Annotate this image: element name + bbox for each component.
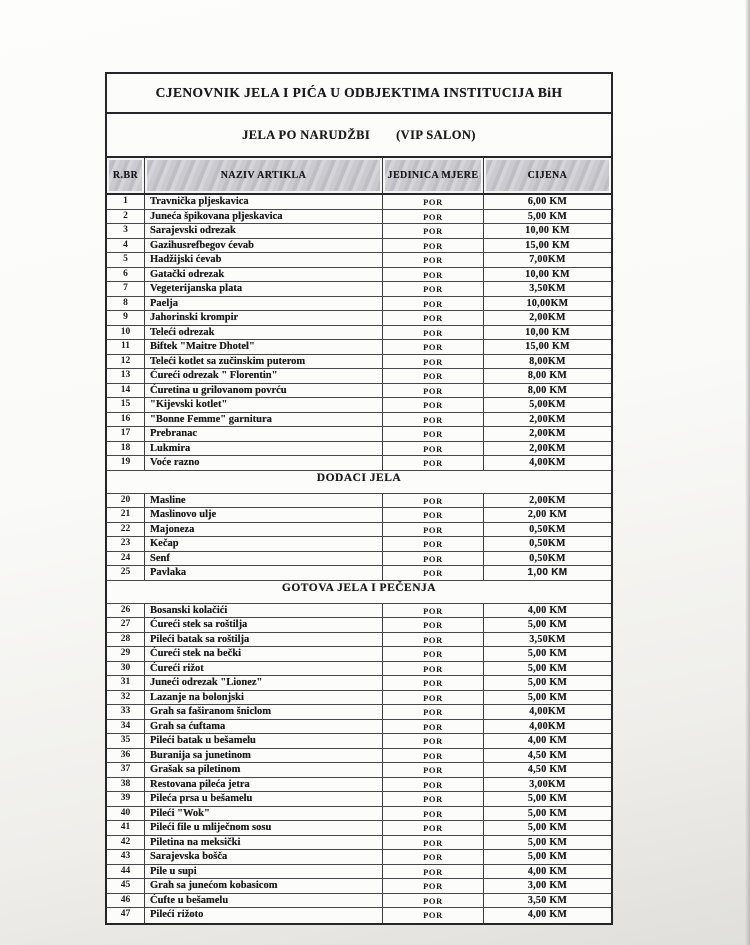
- section-header: DODACI JELA: [107, 471, 611, 494]
- unit-cell: POR: [383, 268, 484, 282]
- row-number: 41: [107, 821, 145, 835]
- item-name: Grah sa ćuftama: [145, 720, 383, 734]
- unit-cell: POR: [383, 879, 484, 893]
- item-name: Ćureći stek na bečki: [145, 647, 383, 661]
- unit-cell: POR: [383, 239, 484, 253]
- item-name: Paelja: [145, 297, 383, 311]
- subtitle-text: JELA PO NARUDŽBI: [242, 127, 371, 142]
- unit-cell: POR: [383, 734, 484, 748]
- row-number: 13: [107, 369, 145, 383]
- table-row: [107, 442, 611, 457]
- table-row: [107, 427, 611, 442]
- row-number: 5: [107, 253, 145, 267]
- unit-cell: POR: [383, 865, 484, 879]
- column-header-rbr: R.BR: [107, 158, 145, 193]
- table-row: [107, 282, 611, 297]
- table-row: [107, 340, 611, 355]
- item-name: Sarajevski odrezak: [145, 224, 383, 238]
- item-name: Pileći batak u bešamelu: [145, 734, 383, 748]
- item-name: Masline: [145, 494, 383, 508]
- price-cell: 4,50 KM: [527, 764, 568, 775]
- row-number: 39: [107, 792, 145, 806]
- item-name: Grah sa junećom kobasicom: [145, 879, 383, 893]
- price-cell: 10,00 KM: [525, 326, 570, 338]
- table-row: [107, 210, 611, 225]
- item-name: Teleći odrezak: [145, 326, 383, 340]
- row-number: 25: [107, 566, 145, 580]
- unit-cell: POR: [383, 633, 484, 647]
- table-row: [107, 195, 611, 210]
- unit-cell: POR: [383, 523, 484, 537]
- item-name: Bosanski kolačići: [145, 604, 383, 618]
- table-row: [107, 662, 611, 677]
- row-number: 1: [107, 195, 145, 209]
- row-number: 6: [107, 268, 145, 282]
- price-cell: 8,00 KM: [527, 370, 568, 381]
- item-name: Vegeterijanska plata: [145, 282, 383, 296]
- unit-cell: POR: [383, 821, 484, 835]
- price-cell: 8,00KM: [529, 355, 566, 367]
- price-cell: 5,00 KM: [527, 619, 568, 630]
- table-row: [107, 633, 611, 648]
- row-number: 32: [107, 691, 145, 705]
- row-number: 47: [107, 908, 145, 923]
- unit-cell: POR: [383, 676, 484, 690]
- table-row: [107, 604, 611, 619]
- item-name: Pileći "Wok": [145, 807, 383, 821]
- unit-cell: POR: [383, 647, 484, 661]
- unit-cell: POR: [383, 195, 484, 209]
- price-cell: 3,50KM: [529, 283, 566, 294]
- table-row: [107, 618, 611, 633]
- table-row: [107, 253, 611, 268]
- unit-cell: POR: [383, 537, 484, 551]
- unit-cell: POR: [383, 894, 484, 908]
- scan-edge-shadow: [745, 0, 750, 945]
- table-row: [107, 508, 611, 523]
- table-row: [107, 494, 611, 509]
- item-name: Lazanje na bolonjski: [145, 691, 383, 705]
- row-number: 26: [107, 604, 145, 618]
- row-number: 18: [107, 442, 145, 456]
- table-row: [107, 647, 611, 662]
- row-number: 44: [107, 865, 145, 879]
- price-cell: 2,00KM: [529, 442, 566, 454]
- unit-cell: POR: [383, 311, 484, 325]
- price-cell: 10,00 KM: [525, 225, 570, 236]
- row-number: 28: [107, 633, 145, 647]
- row-number: 43: [107, 850, 145, 864]
- row-number: 35: [107, 734, 145, 748]
- table-row: [107, 821, 611, 836]
- row-number: 24: [107, 552, 145, 566]
- unit-cell: POR: [383, 720, 484, 734]
- unit-cell: POR: [383, 691, 484, 705]
- price-cell: 2,00KM: [529, 428, 566, 439]
- price-cell: 8,00 KM: [527, 384, 568, 396]
- row-number: 40: [107, 807, 145, 821]
- item-name: Jahorinski krompir: [145, 311, 383, 325]
- table-header-row: [107, 158, 611, 195]
- table-row: [107, 865, 611, 880]
- price-cell: 5,00 KM: [527, 648, 568, 659]
- unit-cell: POR: [383, 456, 484, 470]
- item-name: Grašak sa piletinom: [145, 763, 383, 777]
- item-name: Piletina na meksički: [145, 836, 383, 850]
- price-cell: 15,00 KM: [525, 239, 570, 251]
- row-number: 42: [107, 836, 145, 850]
- column-header-jedinica: JEDINICA MJERE: [383, 158, 484, 193]
- table-row: [107, 224, 611, 239]
- row-number: 20: [107, 494, 145, 508]
- table-row: [107, 523, 611, 538]
- table-row: [107, 908, 611, 923]
- table-row: [107, 734, 611, 749]
- table-row: [107, 705, 611, 720]
- price-cell: 15,00 KM: [525, 341, 570, 352]
- unit-cell: POR: [383, 763, 484, 777]
- item-name: Biftek "Maitre Dhotel": [145, 340, 383, 354]
- row-number: 4: [107, 239, 145, 253]
- item-name: Teleći kotlet sa zučinskim puterom: [145, 355, 383, 369]
- price-cell: 4,00 KM: [527, 735, 568, 746]
- item-name: Juneća špikovana pljeskavica: [145, 210, 383, 224]
- row-number: 37: [107, 763, 145, 777]
- row-number: 22: [107, 523, 145, 537]
- item-name: Ćufte u bešamelu: [145, 894, 383, 908]
- price-cell: 4,00KM: [529, 720, 566, 732]
- row-number: 10: [107, 326, 145, 340]
- unit-cell: POR: [383, 807, 484, 821]
- row-number: 36: [107, 749, 145, 763]
- price-cell: 5,00 KM: [527, 851, 568, 862]
- unit-cell: POR: [383, 508, 484, 522]
- table-row: [107, 763, 611, 778]
- unit-cell: POR: [383, 398, 484, 412]
- row-number: 8: [107, 297, 145, 311]
- row-number: 29: [107, 647, 145, 661]
- table-row: [107, 566, 611, 581]
- price-cell: 5,00 KM: [527, 807, 568, 819]
- unit-cell: POR: [383, 850, 484, 864]
- table-row: [107, 326, 611, 341]
- price-cell: 2,00KM: [529, 413, 566, 425]
- item-name: Ćureći odrezak " Florentin": [145, 369, 383, 383]
- row-number: 33: [107, 705, 145, 719]
- item-name: Gatački odrezak: [145, 268, 383, 282]
- row-number: 16: [107, 413, 145, 427]
- row-number: 14: [107, 384, 145, 398]
- unit-cell: POR: [383, 792, 484, 806]
- price-cell: 5,00 KM: [527, 822, 568, 833]
- table-row: [107, 778, 611, 793]
- unit-cell: POR: [383, 253, 484, 267]
- item-name: Voće razno: [145, 456, 383, 470]
- row-number: 27: [107, 618, 145, 632]
- item-name: Maslinovo ulje: [145, 508, 383, 522]
- item-name: Pileći batak sa roštilja: [145, 633, 383, 647]
- unit-cell: POR: [383, 749, 484, 763]
- price-cell: 3,00 KM: [527, 880, 568, 891]
- item-name: Kečap: [145, 537, 383, 551]
- row-number: 12: [107, 355, 145, 369]
- unit-cell: POR: [383, 494, 484, 508]
- price-cell: 2,00KM: [529, 312, 566, 323]
- item-name: Buranija sa junetinom: [145, 749, 383, 763]
- unit-cell: POR: [383, 778, 484, 792]
- item-name: "Kijevski kotlet": [145, 398, 383, 412]
- item-name: Hadžijski ćevab: [145, 253, 383, 267]
- unit-cell: POR: [383, 618, 484, 632]
- price-cell: 4,00 KM: [527, 604, 568, 616]
- row-number: 45: [107, 879, 145, 893]
- price-cell: 3,50 KM: [527, 894, 568, 906]
- unit-cell: POR: [383, 908, 484, 923]
- row-number: 19: [107, 456, 145, 470]
- item-name: Ćuretina u grilovanom povrću: [145, 384, 383, 398]
- item-name: Majoneza: [145, 523, 383, 537]
- table-row: [107, 807, 611, 822]
- table-row: [107, 879, 611, 894]
- page-title-text: CJENOVNIK JELA I PIĆA U ODBJEKTIMA INSTITUCIJA BiH: [155, 85, 563, 100]
- table-row: [107, 537, 611, 552]
- row-number: 9: [107, 311, 145, 325]
- table-row: [107, 398, 611, 413]
- item-name: Pavlaka: [145, 566, 383, 580]
- price-table-body: [107, 195, 611, 923]
- price-cell: 4,00KM: [529, 706, 566, 717]
- unit-cell: POR: [383, 369, 484, 383]
- price-cell: 10,00 KM: [525, 268, 570, 280]
- item-name: Ćureći rižot: [145, 662, 383, 676]
- row-number: 7: [107, 282, 145, 296]
- price-cell: 1,00 KM: [527, 567, 568, 578]
- row-number: 46: [107, 894, 145, 908]
- table-row: [107, 552, 611, 567]
- item-name: Ćureći stek sa roštilja: [145, 618, 383, 632]
- item-name: Restovana pileća jetra: [145, 778, 383, 792]
- table-row: [107, 413, 611, 428]
- item-name: Pileći rižoto: [145, 908, 383, 923]
- unit-cell: POR: [383, 427, 484, 441]
- section-header: GOTOVA JELA I PEČENJA: [107, 581, 611, 604]
- unit-cell: POR: [383, 282, 484, 296]
- table-row: [107, 297, 611, 312]
- unit-cell: POR: [383, 604, 484, 618]
- price-cell: 5,00 KM: [527, 691, 568, 703]
- table-row: [107, 792, 611, 807]
- price-cell: 3,00KM: [529, 778, 566, 790]
- unit-cell: POR: [383, 413, 484, 427]
- price-cell: 2,00 KM: [527, 509, 568, 520]
- row-number: 17: [107, 427, 145, 441]
- column-header-cijena: CIJENA: [484, 158, 611, 193]
- table-row: [107, 268, 611, 283]
- price-cell: 4,00KM: [529, 457, 566, 468]
- unit-cell: POR: [383, 662, 484, 676]
- table-row: [107, 691, 611, 706]
- table-row: [107, 850, 611, 865]
- price-cell: 5,00KM: [529, 399, 566, 410]
- unit-cell: POR: [383, 224, 484, 238]
- item-name: Senf: [145, 552, 383, 566]
- row-number: 15: [107, 398, 145, 412]
- price-cell: 5,00 KM: [527, 677, 568, 688]
- table-row: [107, 384, 611, 399]
- table-row: [107, 836, 611, 851]
- unit-cell: POR: [383, 297, 484, 311]
- price-cell: 0,50KM: [529, 538, 566, 549]
- price-cell: 4,00 KM: [527, 909, 568, 920]
- unit-cell: POR: [383, 836, 484, 850]
- price-cell: 5,00 KM: [527, 836, 568, 848]
- price-cell: 5,00 KM: [527, 210, 568, 222]
- unit-cell: POR: [383, 442, 484, 456]
- item-name: "Bonne Femme" garnitura: [145, 413, 383, 427]
- price-table: [105, 72, 613, 925]
- price-cell: 4,50 KM: [527, 749, 568, 761]
- item-name: Sarajevska bošča: [145, 850, 383, 864]
- table-row: [107, 720, 611, 735]
- subtitle-note: (VIP SALON): [396, 127, 476, 142]
- item-name: Grah sa faširanom šniclom: [145, 705, 383, 719]
- item-name: Pileća prsa u bešamelu: [145, 792, 383, 806]
- table-row: [107, 369, 611, 384]
- unit-cell: POR: [383, 326, 484, 340]
- unit-cell: POR: [383, 705, 484, 719]
- item-name: Pileći file u mliječnom sosu: [145, 821, 383, 835]
- item-name: Travnička pljeskavica: [145, 195, 383, 209]
- price-cell: 3,50KM: [529, 633, 566, 645]
- unit-cell: POR: [383, 355, 484, 369]
- item-name: Gazihusrefbegov ćevab: [145, 239, 383, 253]
- item-name: Juneći odrezak "Lionez": [145, 676, 383, 690]
- item-name: Lukmira: [145, 442, 383, 456]
- price-cell: 10,00KM: [526, 297, 569, 309]
- unit-cell: POR: [383, 210, 484, 224]
- price-cell: 6,00 KM: [527, 196, 568, 207]
- page-title: [107, 74, 611, 114]
- row-number: 31: [107, 676, 145, 690]
- table-row: [107, 894, 611, 909]
- price-cell: 5,00 KM: [527, 662, 568, 674]
- price-cell: 7,00KM: [529, 254, 566, 265]
- table-row: [107, 355, 611, 370]
- item-name: Pile u supi: [145, 865, 383, 879]
- row-number: 11: [107, 340, 145, 354]
- price-cell: 2,00KM: [529, 494, 566, 506]
- table-row: [107, 456, 611, 471]
- price-cell: 0,50KM: [529, 523, 566, 535]
- unit-cell: POR: [383, 552, 484, 566]
- row-number: 3: [107, 224, 145, 238]
- unit-cell: POR: [383, 566, 484, 580]
- price-cell: 4,00 KM: [527, 865, 568, 877]
- row-number: 23: [107, 537, 145, 551]
- table-row: [107, 676, 611, 691]
- table-row: [107, 311, 611, 326]
- table-row: [107, 239, 611, 254]
- item-name: Prebranac: [145, 427, 383, 441]
- page-subtitle: [107, 114, 611, 158]
- unit-cell: POR: [383, 384, 484, 398]
- row-number: 2: [107, 210, 145, 224]
- row-number: 30: [107, 662, 145, 676]
- row-number: 34: [107, 720, 145, 734]
- column-header-naziv: NAZIV ARTIKLA: [145, 158, 383, 193]
- row-number: 21: [107, 508, 145, 522]
- row-number: 38: [107, 778, 145, 792]
- price-cell: 5,00 KM: [527, 793, 568, 804]
- price-cell: 0,50KM: [529, 552, 566, 564]
- unit-cell: POR: [383, 340, 484, 354]
- table-row: [107, 749, 611, 764]
